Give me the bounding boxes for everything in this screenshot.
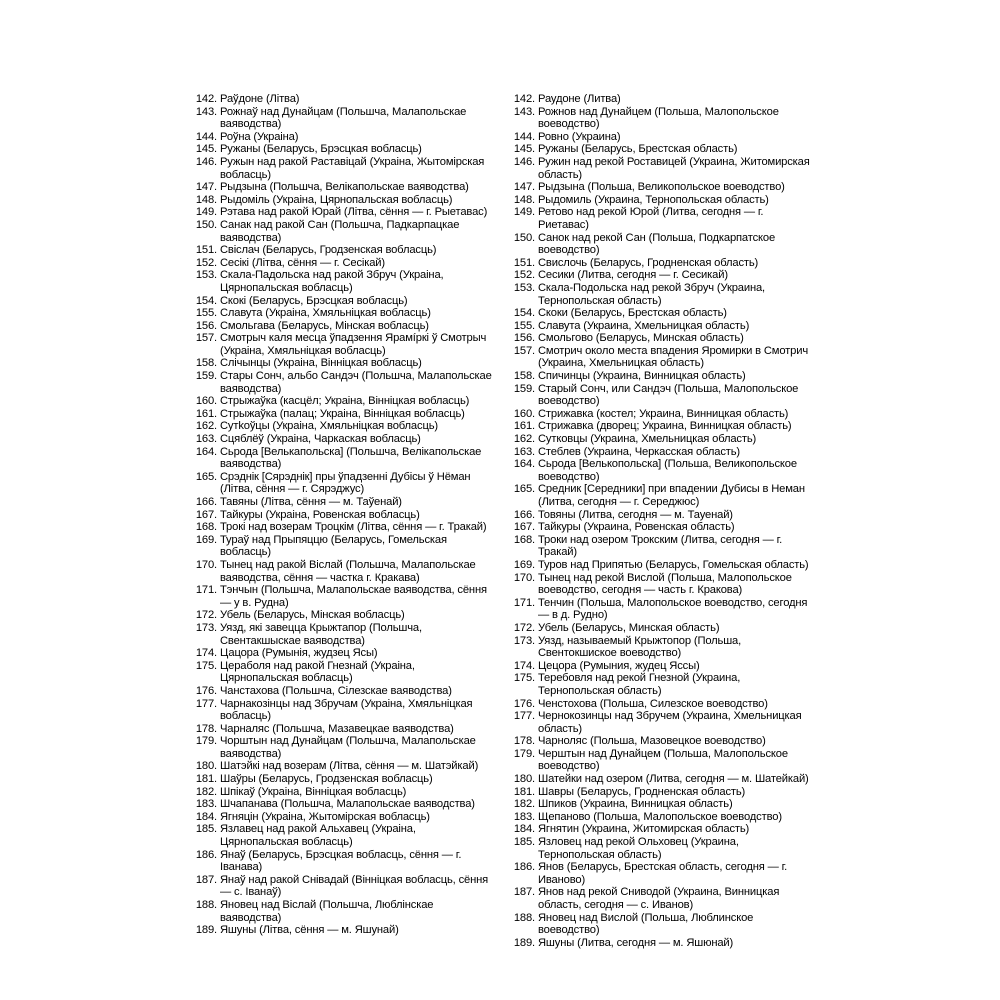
list-item — [511, 823, 811, 836]
list-item — [511, 672, 811, 697]
entry-text: Рожнаў над Дунайцам (Польшча, Малапольскае ваяводства) — [220, 105, 467, 131]
entry-text: Убель (Беларусь, Мінская вобласць) — [220, 609, 405, 622]
entry-text: Шатейки над озером (Литва, сегодня — м. Шатейкай) — [538, 773, 809, 786]
list-item — [511, 320, 811, 333]
entry-number: 164. — [513, 458, 535, 471]
russian-column — [511, 93, 811, 949]
entry-text: Тынец над ракой Віслай (Польшча, Малапольскае ваяводства, сёння — частка г. Кракава) — [220, 558, 476, 584]
entry-number: 151. — [513, 256, 535, 269]
list-item — [193, 257, 493, 270]
list-item — [511, 156, 811, 181]
entry-number: 166. — [195, 496, 217, 508]
list-item — [511, 534, 811, 559]
entry-text: Яновец над Вислой (Польша, Люблинское воеводство) — [538, 911, 754, 937]
entry-number: 189. — [513, 936, 535, 949]
entry-number: 165. — [513, 483, 535, 496]
entry-text: Янов (Беларусь, Брестская область, сегодня — г. Иваново) — [538, 861, 788, 886]
list-item — [193, 773, 493, 786]
entry-text: Ягняцін (Украіна, Жытомірская вобласць) — [220, 810, 430, 823]
entry-number: 178. — [513, 735, 535, 748]
entry-text: Смотрич около места впадения Яромирки в Смотрич (Украина, Хмельницкая область) — [538, 344, 808, 370]
entry-number: 158. — [513, 370, 535, 383]
entry-number: 165. — [195, 470, 217, 483]
entry-number: 159. — [195, 370, 217, 383]
list-item — [511, 433, 811, 446]
entry-text: Сутkoўцы (Украіна, Хмяльніцкая вобласць) — [220, 420, 438, 433]
entry-number: 187. — [195, 873, 217, 886]
entry-text: Тэнчын (Польшча, Малапольскае ваяводства, сёння — у в. Рудна) — [220, 584, 487, 609]
list-item — [193, 924, 493, 937]
list-item — [193, 471, 493, 496]
entry-number: 178. — [195, 722, 217, 735]
entry-text: Стеблев (Украина, Черкасская область) — [538, 445, 740, 458]
entry-number: 161. — [195, 407, 217, 420]
list-item — [193, 874, 493, 899]
list-item — [193, 244, 493, 257]
entry-text: Трокі над возерам Троцкім (Літва, сёння — г. Тракай) — [220, 521, 487, 534]
entry-text: Шатэйкі над возерам (Літва, сёння — м. Шатэйкай) — [220, 760, 479, 773]
entry-text: Старый Сонч, или Сандэч (Польша, Малопольское воеводство) — [538, 382, 799, 408]
list-item — [193, 811, 493, 824]
list-item — [193, 269, 493, 294]
list-item — [511, 811, 811, 824]
list-item — [511, 93, 811, 106]
entry-text: Ружин над рекой Роставицей (Украина, Житомирская область) — [538, 155, 810, 181]
list-item — [193, 849, 493, 874]
entry-number: 176. — [195, 684, 217, 697]
entry-number: 166. — [513, 508, 535, 521]
list-item — [511, 332, 811, 345]
list-item — [193, 509, 493, 522]
entry-number: 151. — [195, 244, 217, 257]
entry-number: 168. — [513, 533, 535, 546]
entry-text: Ченстохова (Польша, Силезское воеводство) — [538, 697, 768, 710]
entry-text: Шчапанава (Польшча, Малапольскае ваяводства) — [220, 798, 475, 811]
list-item — [511, 194, 811, 207]
entry-text: Сутковцы (Украина, Хмельницкая область) — [538, 433, 757, 446]
entry-number: 170. — [195, 558, 217, 571]
entry-number: 144. — [513, 130, 535, 143]
entry-text: Рэтава над ракой Юрай (Літва, сёння — г. Рыетавас) — [220, 206, 488, 219]
entry-text: Янаў над ракой Снівадай (Вінніцкая вобласць, сёння — с. Іванаў) — [220, 873, 489, 899]
entry-number: 147. — [513, 181, 535, 194]
list-item — [511, 572, 811, 597]
entry-number: 155. — [513, 319, 535, 332]
entry-number: 177. — [195, 697, 217, 710]
entry-text: Сесікі (Літва, сёння — г. Сесікай) — [220, 256, 385, 269]
list-item — [511, 786, 811, 799]
entry-number: 143. — [195, 105, 217, 118]
list-item — [511, 206, 811, 231]
entry-text: Товяны (Литва, сегодня — м. Тауенай) — [538, 508, 733, 521]
list-item — [511, 735, 811, 748]
entry-number: 189. — [195, 924, 217, 937]
entry-number: 184. — [513, 823, 535, 836]
entry-text: Средник [Середники] при впадении Дубисы в Неман (Литва, сегодня — г. Середжюс) — [538, 483, 805, 508]
entry-number: 152. — [513, 269, 535, 282]
entry-number: 175. — [195, 659, 217, 672]
list-item — [511, 912, 811, 937]
entry-text: Стары Сонч, альбо Сандэч (Польшча, Малапольскае ваяводства) — [220, 370, 492, 395]
entry-number: 146. — [513, 155, 535, 168]
list-item — [193, 786, 493, 799]
entry-number: 145. — [513, 143, 535, 156]
entry-number: 157. — [195, 332, 217, 345]
entry-text: Шаўры (Беларусь, Гродзенская вобласць) — [220, 773, 433, 786]
list-item — [193, 446, 493, 471]
entry-text: Язлавец над ракой Альхавец (Украіна, Цярнопальская вобласць) — [220, 823, 416, 849]
entry-number: 163. — [513, 445, 535, 458]
entry-text: Цераболя над ракой Гнезнай (Украіна, Цярнопальская вобласць) — [220, 659, 415, 685]
entry-text: Убель (Беларусь, Минская область) — [538, 621, 720, 634]
entry-text: Уязд, называемый Крыжтопор (Польша, Свентокшиское воеводство) — [538, 634, 742, 660]
list-item — [511, 886, 811, 911]
entry-number: 161. — [513, 420, 535, 433]
list-item — [511, 282, 811, 307]
entry-number: 186. — [195, 848, 217, 861]
entry-text: Язловец над рекой Ольховец (Украина, Тернопольская область) — [538, 836, 739, 861]
entry-number: 162. — [195, 420, 217, 433]
entry-number: 177. — [513, 710, 535, 723]
entry-text: Тынец над рекой Вислой (Польша, Малопольское воеводство, сегодня — часть г. Кракова) — [538, 571, 792, 597]
entry-number: 188. — [513, 911, 535, 924]
entry-text: Цацора (Румынія, жудзец Ясы) — [220, 647, 378, 660]
entry-text: Яновец над Віслай (Польшча, Люблінскае ваяводства) — [220, 899, 434, 924]
entry-text: Сьрода [Велькапольска] (Польшча, Велікапольскае ваяводства) — [220, 445, 482, 471]
entry-text: Рыдзына (Польшча, Велікапольскае ваяводства) — [220, 181, 469, 194]
entry-text: Сцяблёў (Украіна, Чаркаская вобласць) — [220, 433, 421, 446]
entry-number: 172. — [513, 621, 535, 634]
list-item — [193, 698, 493, 723]
list-item — [193, 131, 493, 144]
list-item — [193, 433, 493, 446]
list-item — [511, 861, 811, 886]
list-item — [193, 798, 493, 811]
list-item — [511, 660, 811, 673]
entry-number: 157. — [513, 344, 535, 357]
entry-number: 145. — [195, 143, 217, 156]
entry-text: Ружын над ракой Раставіцай (Украіна, Жытомірская вобласць) — [220, 155, 485, 181]
list-item — [193, 156, 493, 181]
entry-number: 176. — [513, 697, 535, 710]
entry-text: Роўна (Украіна) — [220, 130, 299, 143]
entry-number: 183. — [513, 810, 535, 823]
entry-number: 149. — [195, 206, 217, 219]
entry-text: Скокі (Беларусь, Брэсцкая вобласць) — [220, 294, 408, 307]
entry-text: Теребовля над рекой Гнезной (Украина, Тернопольская область) — [538, 672, 741, 697]
entry-text: Шпиков (Украина, Винницкая область) — [538, 798, 733, 811]
list-item — [193, 899, 493, 924]
list-item — [511, 509, 811, 522]
entry-text: Рыдзына (Польша, Великопольское воеводство) — [538, 181, 785, 194]
entry-text: Щепаново (Польша, Малопольское воеводство) — [538, 810, 782, 823]
list-item — [511, 257, 811, 270]
list-item — [193, 735, 493, 760]
entry-number: 156. — [195, 319, 217, 332]
entry-number: 187. — [513, 886, 535, 899]
entry-number: 154. — [195, 294, 217, 307]
entry-number: 160. — [513, 407, 535, 420]
entry-number: 179. — [513, 747, 535, 760]
entry-text: Раудоне (Литва) — [538, 93, 621, 105]
list-item — [511, 269, 811, 282]
entry-text: Тураў над Прыпяццю (Беларусь, Гомельская вобласць) — [220, 533, 447, 559]
entry-text: Чарноляс (Польша, Мазовецкое воеводство) — [538, 735, 766, 748]
entry-text: Тавяны (Літва, сёння — м. Таўенай) — [220, 496, 402, 508]
list-item — [511, 345, 811, 370]
entry-number: 172. — [195, 609, 217, 622]
entry-text: Сесики (Литва, сегодня — г. Сесикай) — [538, 269, 728, 282]
entry-text: Ружаны (Беларусь, Брэсцкая вобласць) — [220, 143, 422, 156]
entry-number: 180. — [513, 773, 535, 786]
entry-text: Чанстахова (Польшча, Сілезскае ваяводства) — [220, 684, 452, 697]
list-item — [193, 534, 493, 559]
entry-number: 181. — [195, 773, 217, 786]
entry-number: 179. — [195, 735, 217, 748]
entry-text: Рыдоміль (Украіна, Цярнопальская вобласць) — [220, 193, 453, 206]
belarusian-column — [193, 93, 493, 937]
list-item — [511, 143, 811, 156]
entry-number: 149. — [513, 206, 535, 219]
entry-number: 163. — [195, 433, 217, 446]
list-item — [511, 748, 811, 773]
list-item — [193, 685, 493, 698]
entry-number: 181. — [513, 785, 535, 798]
list-item — [193, 181, 493, 194]
list-item — [511, 383, 811, 408]
entry-number: 142. — [513, 93, 535, 105]
entry-text: Чернокозинцы над Збручем (Украина, Хмельницкая область) — [538, 710, 802, 735]
list-item — [511, 773, 811, 786]
entry-text: Свіслач (Беларусь, Гродзенская вобласць) — [220, 244, 437, 257]
entry-number: 188. — [195, 899, 217, 911]
entry-text: Шавры (Беларусь, Гродненская область) — [538, 785, 746, 798]
list-item — [193, 521, 493, 534]
list-item — [511, 131, 811, 144]
entry-text: Раўдоне (Літва) — [220, 93, 300, 105]
list-item — [511, 937, 811, 950]
entry-text: Смольгово (Беларусь, Минская область) — [538, 332, 744, 345]
entry-number: 155. — [195, 307, 217, 320]
entry-number: 169. — [195, 533, 217, 546]
entry-text: Стрижавка (костел; Украина, Винницкая область) — [538, 407, 789, 420]
list-item — [511, 181, 811, 194]
list-item — [193, 622, 493, 647]
entry-number: 158. — [195, 357, 217, 370]
list-item — [193, 194, 493, 207]
list-item — [193, 584, 493, 609]
entry-text: Срэднік [Сярэднік] пры ўпадзенні Дубісы ў Нёман (Літва, сёння — г. Сярэджус) — [220, 470, 471, 496]
entry-number: 182. — [195, 785, 217, 798]
entry-text: Чарнакозінцы над Збручам (Украіна, Хмяльніцкая вобласць) — [220, 697, 473, 723]
entry-text: Стрижавка (дворец; Украина, Винницкая область) — [538, 420, 792, 433]
list-item — [193, 357, 493, 370]
entry-number: 150. — [195, 218, 217, 231]
list-item — [193, 395, 493, 408]
entry-number: 160. — [195, 395, 217, 408]
entry-number: 167. — [513, 521, 535, 534]
entry-text: Сьрода [Велькопольска] (Польша, Великопольское воеводство) — [538, 458, 797, 483]
list-item — [193, 723, 493, 736]
entry-text: Смотрыч каля месца ўпадзення Ярамíркі ў Смотрыч (Украіна, Хмяльніцкая вобласць) — [220, 332, 487, 357]
entry-text: Черштын над Дунайцем (Польша, Малопольское воеводство) — [538, 747, 788, 773]
entry-number: 175. — [513, 672, 535, 685]
list-item — [511, 446, 811, 459]
entry-number: 154. — [513, 307, 535, 320]
entry-text: Стрыжаўка (касцёл; Украіна, Вінніцкая вобласць) — [220, 395, 470, 408]
list-item — [193, 332, 493, 357]
entry-number: 173. — [195, 621, 217, 634]
entry-text: Ягнятин (Украина, Житомирская область) — [538, 823, 750, 836]
list-item — [511, 559, 811, 572]
entry-text: Санак над ракой Сан (Польшча, Падкарпацкае ваяводства) — [220, 218, 460, 244]
list-item — [193, 307, 493, 320]
entry-number: 159. — [513, 382, 535, 395]
entry-number: 174. — [513, 659, 535, 672]
entry-text: Шпікаў (Украіна, Вінніцкая вобласць) — [220, 785, 407, 798]
entry-text: Санок над рекой Сан (Польша, Подкарпатское воеводство) — [538, 231, 776, 257]
entry-number: 164. — [195, 445, 217, 458]
entry-number: 146. — [195, 155, 217, 168]
entry-number: 183. — [195, 798, 217, 811]
list-item — [193, 370, 493, 395]
entry-number: 184. — [195, 810, 217, 823]
entry-number: 185. — [513, 836, 535, 849]
list-item — [511, 836, 811, 861]
entry-number: 174. — [195, 647, 217, 660]
entry-text: Спичинцы (Украина, Винницкая область) — [538, 370, 746, 383]
entry-number: 156. — [513, 332, 535, 345]
entry-number: 186. — [513, 861, 535, 874]
entry-number: 182. — [513, 798, 535, 811]
entry-text: Янов над рекой Сниводой (Украина, Винницкая область, сегодня — с. Иванов) — [538, 886, 780, 911]
entry-text: Туров над Припятью (Беларусь, Гомельская область) — [538, 558, 809, 571]
list-item — [193, 206, 493, 219]
entry-text: Ружаны (Беларусь, Брестская область) — [538, 143, 738, 156]
entry-number: 167. — [195, 508, 217, 521]
list-item — [511, 635, 811, 660]
entry-text: Смольгава (Беларусь, Мінская вобласць) — [220, 319, 429, 332]
list-item — [511, 710, 811, 735]
list-item — [511, 798, 811, 811]
entry-number: 152. — [195, 256, 217, 269]
list-item — [193, 408, 493, 421]
entry-number: 180. — [195, 760, 217, 773]
list-item — [193, 143, 493, 156]
entry-text: Ретово над рекой Юрой (Литва, сегодня — г. Риетавас) — [538, 206, 764, 231]
entry-text: Тенчин (Польша, Малопольское воеводство, сегодня — в д. Рудно) — [538, 596, 808, 622]
entry-number: 150. — [513, 231, 535, 244]
entry-number: 147. — [195, 181, 217, 194]
list-item — [193, 295, 493, 308]
entry-number: 144. — [195, 130, 217, 143]
entry-text: Ровно (Украина) — [538, 130, 621, 143]
list-item — [193, 106, 493, 131]
entry-number: 142. — [195, 93, 217, 105]
list-item — [193, 660, 493, 685]
entry-text: Чарналяс (Польшча, Мазавецкае ваяводства) — [220, 722, 454, 735]
list-item — [193, 823, 493, 848]
entry-text: Стрыжаўка (палац; Украіна, Вінніцкая вобласць) — [220, 407, 465, 420]
entry-text: Яшуны (Літва, сёння — м. Яшунай) — [220, 924, 399, 937]
entry-number: 153. — [513, 281, 535, 294]
entry-text: Тайкуры (Украіна, Ровенская вобласць) — [220, 508, 420, 521]
entry-text: Янаў (Беларусь, Брэсцкая вобласць, сёння — г. Іванава) — [220, 848, 462, 874]
entry-number: 185. — [195, 823, 217, 836]
entry-text: Уязд, які завецца Крыжтапор (Польшча, Свентакшыскае ваяводства) — [220, 621, 422, 647]
list-item — [511, 232, 811, 257]
entry-number: 162. — [513, 433, 535, 446]
entry-text: Скала-Падольска над ракой Збруч (Украіна, Цярнопальская вобласць) — [220, 269, 444, 294]
list-item — [511, 408, 811, 421]
list-item — [511, 483, 811, 508]
list-item — [511, 106, 811, 131]
entry-number: 171. — [513, 596, 535, 609]
entry-text: Рожнов над Дунайцем (Польша, Малопольское воеводство) — [538, 105, 779, 131]
entry-text: Цецора (Румыния, жудец Яссы) — [538, 659, 700, 672]
entry-number: 153. — [195, 269, 217, 282]
entry-text: Троки над озером Трокским (Литва, сегодня — г. Тракай) — [538, 533, 783, 559]
list-item — [193, 320, 493, 333]
list-item — [511, 698, 811, 711]
entry-number: 173. — [513, 634, 535, 647]
entry-text: Славута (Украіна, Хмяльніцкая вобласць) — [220, 307, 431, 320]
entry-text: Яшуны (Литва, сегодня — м. Яшюнай) — [538, 936, 734, 949]
entry-number: 148. — [513, 193, 535, 206]
entry-text: Чорштын над Дунайцам (Польшча, Малапольскае ваяводства) — [220, 735, 476, 760]
list-item — [193, 760, 493, 773]
entry-text: Скала-Подольска над рекой Збруч (Украина, Тернопольская область) — [538, 281, 766, 307]
entry-text: Славута (Украина, Хмельницкая область) — [538, 319, 750, 332]
list-item — [511, 370, 811, 383]
list-item — [193, 647, 493, 660]
entry-text: Рыдомиль (Украина, Тернопольская область) — [538, 193, 769, 206]
entry-text: Слічынцы (Украіна, Вінніцкая вобласць) — [220, 357, 422, 370]
entry-number: 170. — [513, 571, 535, 584]
list-item — [511, 307, 811, 320]
list-item — [193, 219, 493, 244]
list-item — [511, 458, 811, 483]
list-item — [193, 496, 493, 509]
entry-number: 169. — [513, 558, 535, 571]
entry-number: 171. — [195, 584, 217, 597]
entry-number: 143. — [513, 105, 535, 118]
list-item — [511, 622, 811, 635]
list-item — [193, 559, 493, 584]
list-item — [511, 420, 811, 433]
entry-text: Скоки (Беларусь, Брестская область) — [538, 307, 727, 320]
entry-text: Свислочь (Беларусь, Гродненская область) — [538, 256, 759, 269]
list-item — [193, 609, 493, 622]
entry-text: Тайкуры (Украина, Ровенская область) — [538, 521, 735, 534]
entry-number: 168. — [195, 521, 217, 534]
entry-number: 148. — [195, 193, 217, 206]
list-item — [193, 93, 493, 106]
list-item — [193, 420, 493, 433]
list-item — [511, 521, 811, 534]
list-item — [511, 597, 811, 622]
